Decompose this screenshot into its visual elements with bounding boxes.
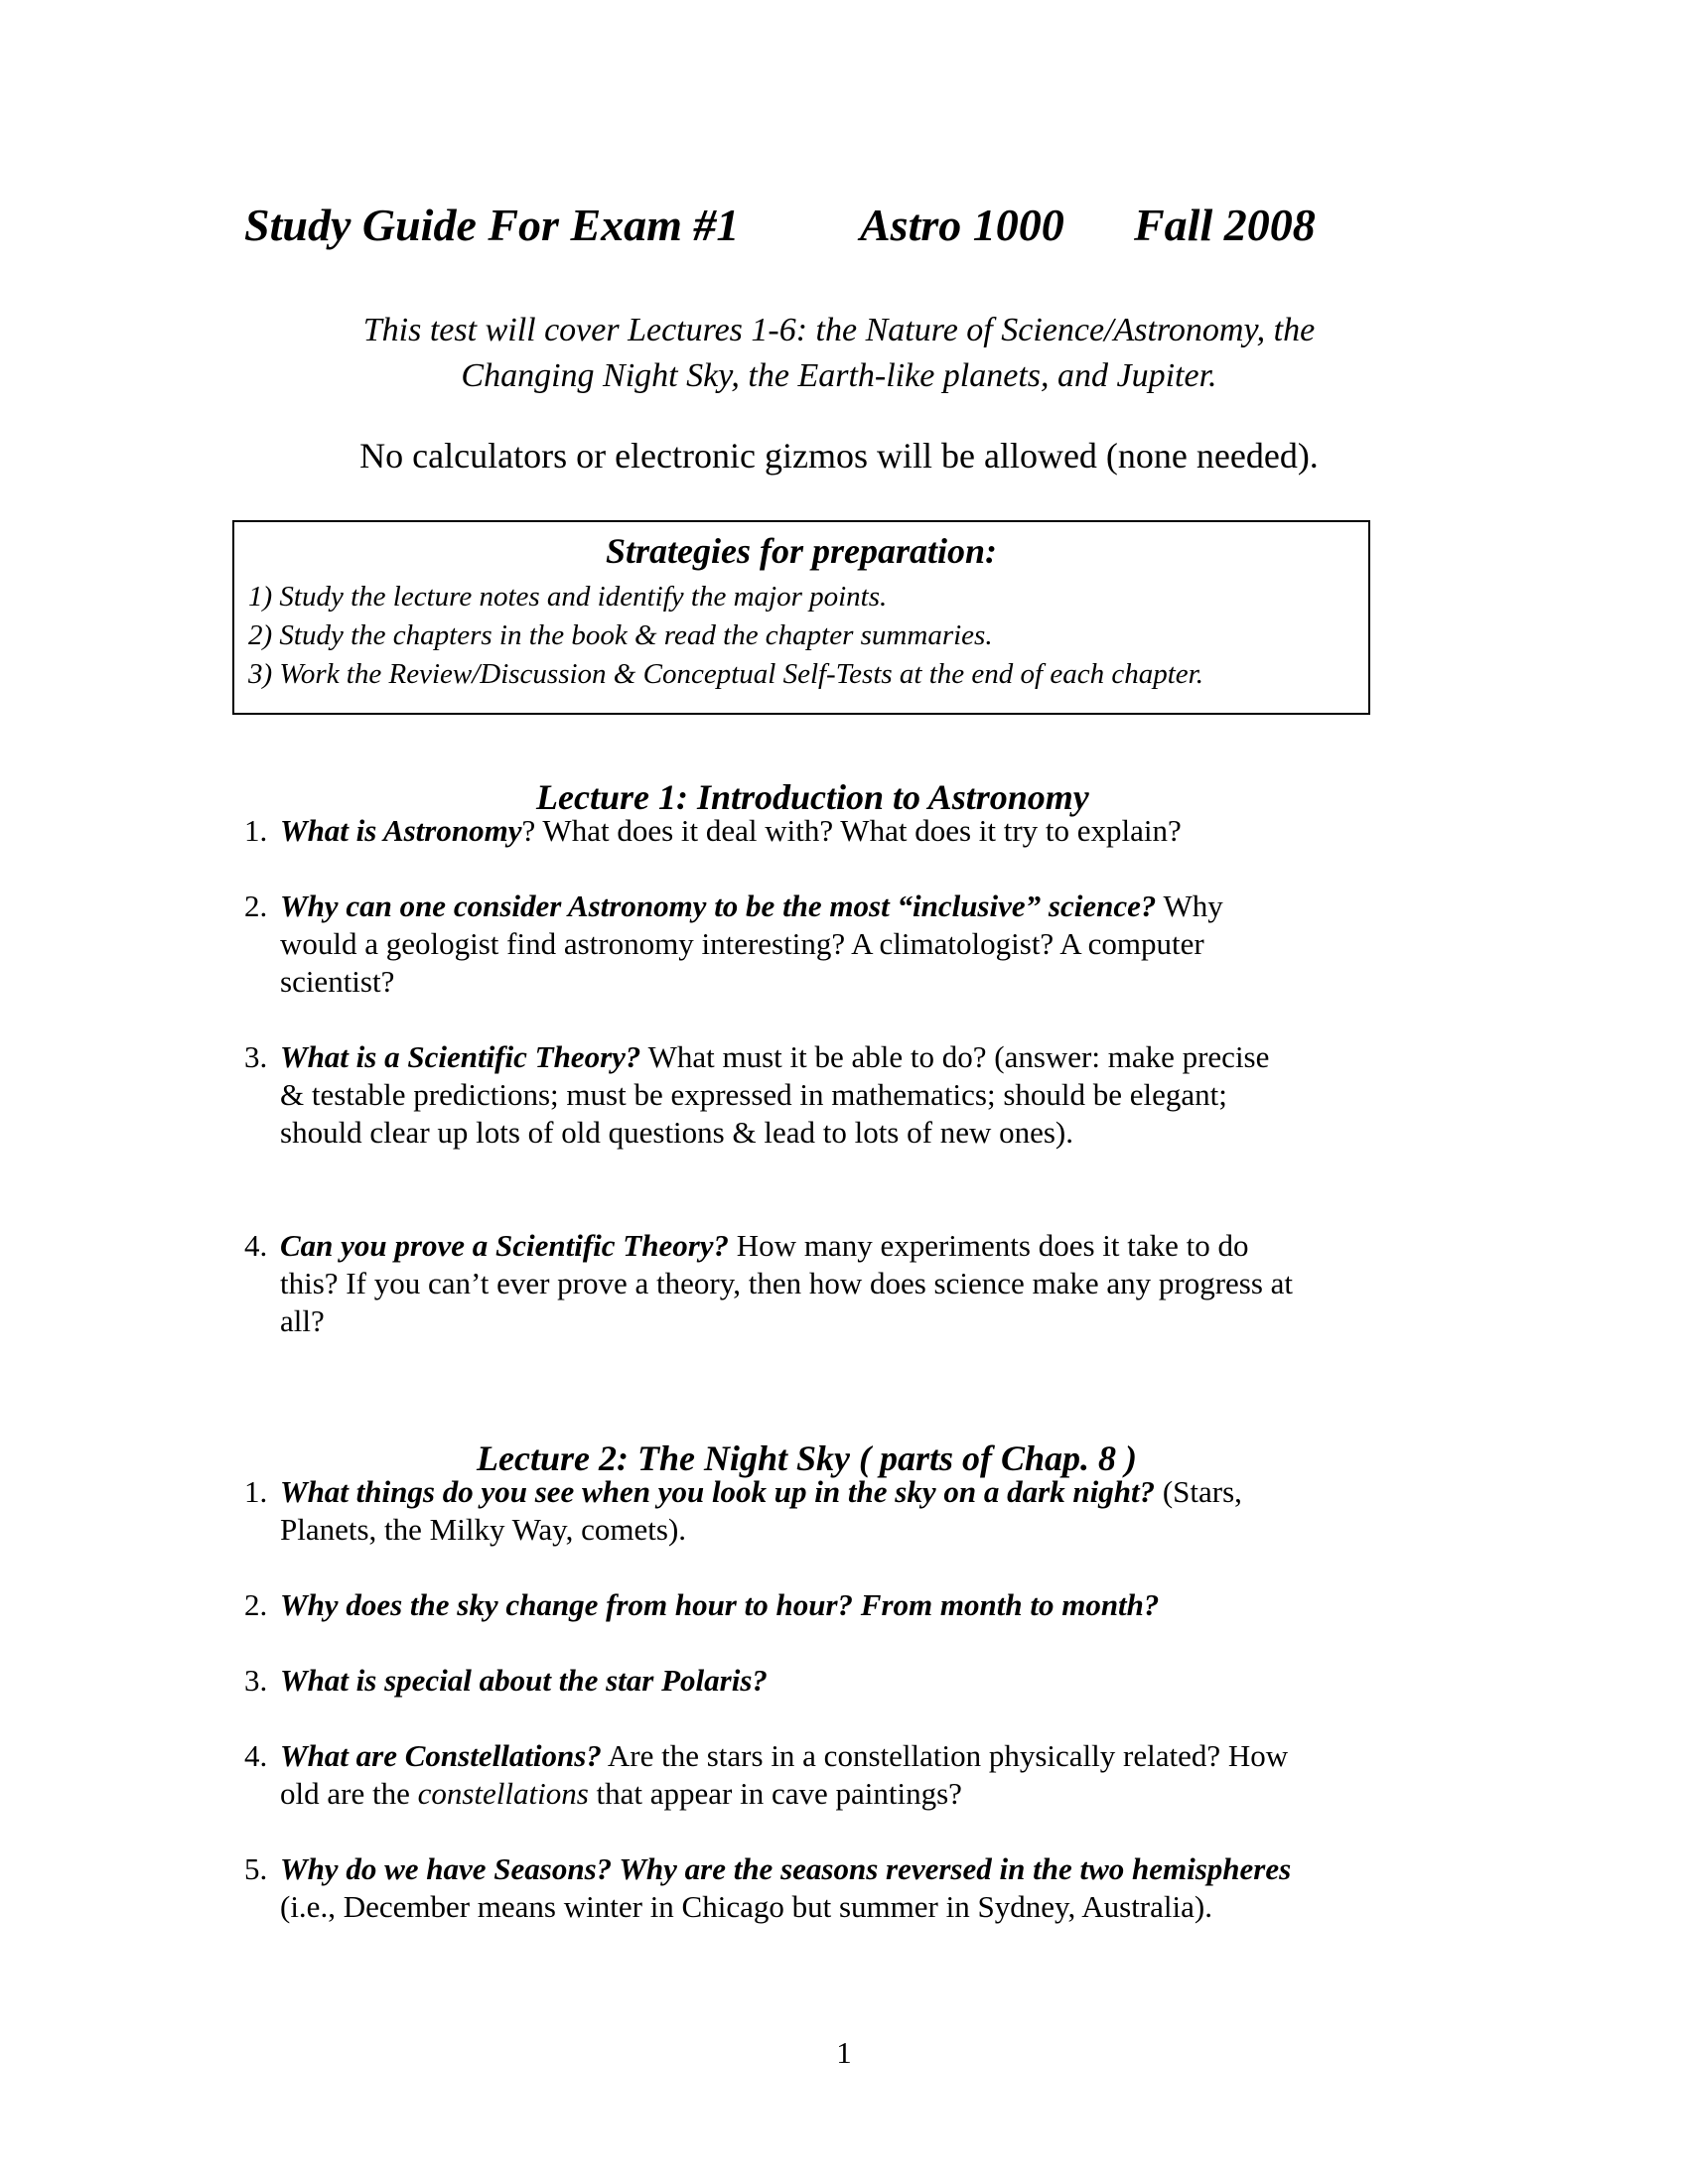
strategies-box — [232, 520, 1370, 715]
question-text: that appear in cave paintings? — [588, 1776, 962, 1811]
lecture2-question-1 — [244, 1473, 1297, 1549]
question-emphasis: Can you prove a Scientific Theory? — [280, 1228, 730, 1263]
intro-text — [199, 308, 1479, 399]
lecture1-heading: Lecture 1: Introduction to Astronomy — [536, 777, 1089, 817]
lecture2-question-2 — [244, 1586, 1297, 1624]
question-text: ? What does it deal with? What does it try to explain? — [521, 813, 1182, 848]
title-term: Fall 2008 — [1134, 200, 1316, 250]
question-number: 1. — [244, 813, 268, 848]
strategy-item: 3) Work the Review/Discussion & Conceptual Self-Tests at the end of each chapter. — [248, 658, 1203, 690]
question-emphasis: Why do we have Seasons? Why are the seasons reversed in the two hemispheres — [280, 1851, 1292, 1886]
question-number: 2. — [244, 888, 268, 923]
question-emphasis: What things do you see when you look up in the sky on a dark night? — [280, 1474, 1156, 1509]
lecture2-heading: Lecture 2: The Night Sky ( parts of Chap. 8 ) — [477, 1438, 1137, 1478]
title-course: Astro 1000 — [860, 200, 1064, 250]
question-emphasis: What is Astronomy — [280, 813, 522, 848]
intro-line-1: This test will cover Lectures 1-6: the Nature of Science/Astronomy, the — [362, 312, 1316, 348]
question-text: Why would a geologist find astronomy interesting? A climatologist? A computer scientist? — [280, 888, 1223, 999]
lecture2-question-4 — [244, 1737, 1297, 1813]
calculator-note: No calculators or electronic gizmos will be allowed (none needed). — [359, 436, 1319, 476]
strategies-title: Strategies for preparation: — [605, 531, 997, 571]
lecture1-question-4 — [244, 1227, 1297, 1340]
question-text: How many experiments does it take to do this? If you can’t ever prove a theory, then how does science make any progress at all? — [280, 1228, 1294, 1338]
question-emphasis: What are Constellations? — [280, 1738, 602, 1773]
question-emphasis: Why can one consider Astronomy to be the most “inclusive” science? — [280, 888, 1157, 923]
page-number: 1 — [836, 2035, 852, 2070]
question-text: Are the stars in a constellation physically related? How old are the — [280, 1738, 1289, 1811]
title-exam: Study Guide For Exam #1 — [244, 200, 740, 250]
lecture2-question-3 — [244, 1662, 1297, 1700]
lecture2-question-5 — [244, 1850, 1297, 1926]
question-number: 5. — [244, 1851, 268, 1886]
lecture1-question-3 — [244, 1038, 1297, 1152]
question-emphasis: Why does the sky change from hour to hour? From month to month? — [280, 1587, 1160, 1622]
question-text: (i.e., December means winter in Chicago but summer in Sydney, Australia). — [280, 1889, 1212, 1924]
question-text: (Stars, Planets, the Milky Way, comets). — [280, 1474, 1242, 1547]
intro-line-2: Changing Night Sky, the Earth-like planets, and Jupiter. — [461, 357, 1217, 394]
strategy-item: 1) Study the lecture notes and identify the major points. — [248, 581, 888, 613]
strategies-list — [248, 578, 1203, 694]
question-number: 3. — [244, 1039, 268, 1074]
question-emphasis: What is special about the star Polaris? — [280, 1663, 768, 1698]
lecture1-question-2 — [244, 887, 1297, 1001]
question-number: 1. — [244, 1474, 268, 1509]
lecture1-question-1 — [244, 812, 1297, 850]
question-text: What must it be able to do? (answer: make precise & testable predictions; must be expressed in mathematics; should be elegant; should clear up lots of old questions & lead to lots of new ones). — [280, 1039, 1270, 1150]
question-emphasis: What is a Scientific Theory? — [280, 1039, 641, 1074]
question-number: 4. — [244, 1228, 268, 1263]
question-italic-term: constellations — [417, 1776, 589, 1811]
question-number: 3. — [244, 1663, 268, 1698]
question-number: 2. — [244, 1587, 268, 1622]
question-number: 4. — [244, 1738, 268, 1773]
strategy-item: 2) Study the chapters in the book & read the chapter summaries. — [248, 619, 993, 651]
page-title — [244, 199, 1316, 251]
